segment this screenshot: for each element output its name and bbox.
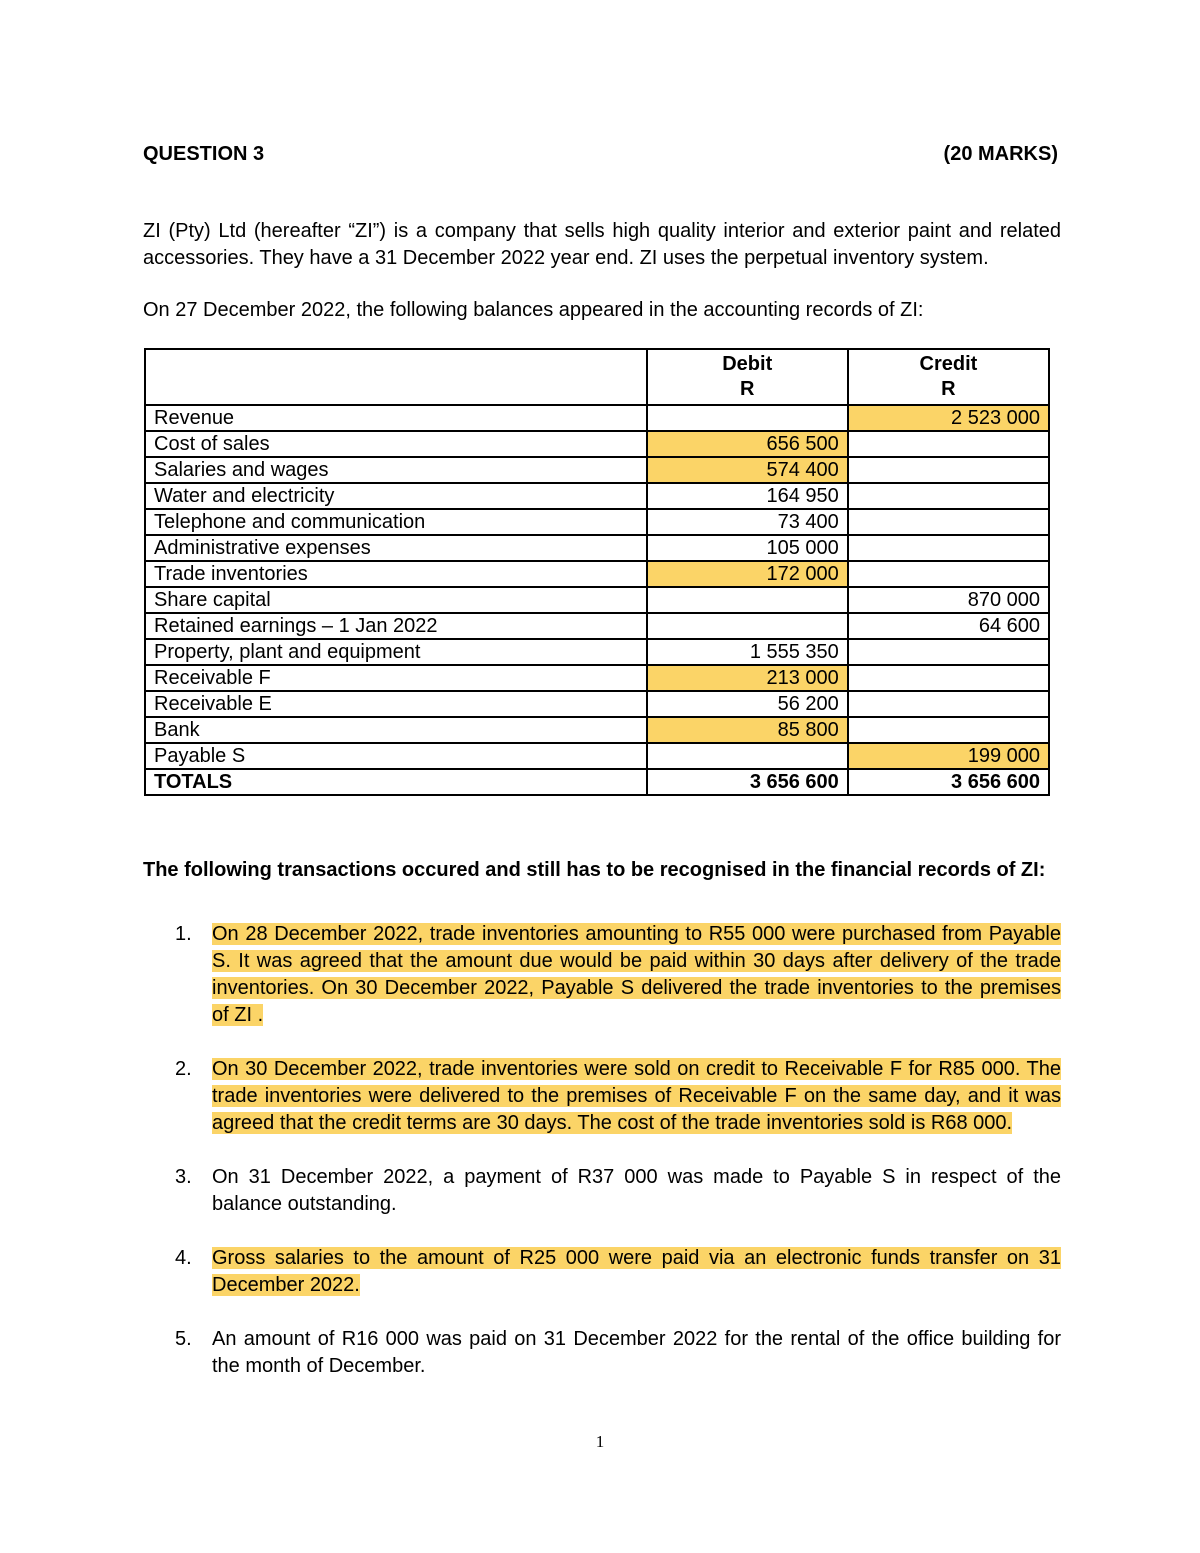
credit-cell — [848, 431, 1049, 457]
question-title: QUESTION 3 — [143, 143, 265, 165]
table-row — [145, 431, 1049, 457]
account-name: Property, plant and equipment — [145, 639, 647, 665]
table-row — [145, 535, 1049, 561]
debit-cell: 1 555 350 — [647, 639, 848, 665]
list-item — [143, 1056, 1061, 1137]
account-name: Bank — [145, 717, 647, 743]
debit-cell: 172 000 — [647, 561, 848, 587]
credit-cell: 64 600 — [848, 613, 1049, 639]
transactions-list — [143, 921, 1061, 1407]
debit-cell: 56 200 — [647, 691, 848, 717]
account-name: Trade inventories — [145, 561, 647, 587]
account-name: Share capital — [145, 587, 647, 613]
totals-debit: 3 656 600 — [647, 769, 848, 795]
debit-cell — [647, 613, 848, 639]
account-name: Payable S — [145, 743, 647, 769]
debit-cell: 85 800 — [647, 717, 848, 743]
credit-cell — [848, 483, 1049, 509]
credit-cell: 199 000 — [848, 743, 1049, 769]
credit-cell — [848, 457, 1049, 483]
question-heading — [143, 143, 1058, 166]
item-number: 3. — [175, 1166, 192, 1188]
list-item — [143, 1326, 1061, 1380]
list-item — [143, 921, 1061, 1029]
account-name: Receivable F — [145, 665, 647, 691]
credit-cell: 870 000 — [848, 587, 1049, 613]
account-name: Water and electricity — [145, 483, 647, 509]
account-name: Administrative expenses — [145, 535, 647, 561]
credit-cell — [848, 509, 1049, 535]
table-row — [145, 665, 1049, 691]
totals-row — [145, 769, 1049, 795]
debit-cell: 213 000 — [647, 665, 848, 691]
credit-cell — [848, 639, 1049, 665]
table-row — [145, 587, 1049, 613]
credit-cell — [848, 717, 1049, 743]
table-header-row — [145, 349, 1049, 405]
debit-cell — [647, 743, 848, 769]
credit-header-label: Credit — [919, 353, 978, 375]
debit-currency: R — [740, 378, 755, 400]
credit-cell — [848, 665, 1049, 691]
question-marks: (20 MARKS) — [943, 143, 1058, 165]
credit-header — [848, 349, 1049, 405]
credit-cell — [848, 535, 1049, 561]
transactions-intro: The following transactions occured and still has to be recognised in the financial records of ZI: — [143, 859, 1046, 881]
table-row — [145, 691, 1049, 717]
account-name: Salaries and wages — [145, 457, 647, 483]
debit-header-label: Debit — [722, 353, 773, 375]
debit-cell: 574 400 — [647, 457, 848, 483]
table-row — [145, 717, 1049, 743]
item-text: Gross salaries to the amount of R25 000 were paid via an electronic funds transfer on 31 December 2022. — [212, 1247, 1061, 1296]
table-row — [145, 743, 1049, 769]
item-text: On 31 December 2022, a payment of R37 000 was made to Payable S in respect of the balance outstanding. — [212, 1166, 1061, 1215]
intro-paragraph: ZI (Pty) Ltd (hereafter “ZI”) is a company that sells high quality interior and exterior paint and related accessories. They have a 31 December 2022 year end. ZI uses the perpetual inventory system. — [143, 220, 1061, 269]
item-text: On 28 December 2022, trade inventories amounting to R55 000 were purchased from Payable S. It was agreed that the amount due would be paid within 30 days after delivery of the trade inventories. On 30 December 2022, Payable S delivered the trade inventories to the premises of ZI . — [212, 923, 1061, 1026]
debit-cell — [647, 587, 848, 613]
debit-cell: 105 000 — [647, 535, 848, 561]
debit-cell: 73 400 — [647, 509, 848, 535]
debit-header — [647, 349, 848, 405]
credit-cell: 2 523 000 — [848, 405, 1049, 431]
item-number: 2. — [175, 1058, 192, 1080]
table-row — [145, 561, 1049, 587]
account-name: Revenue — [145, 405, 647, 431]
trial-balance-table — [144, 348, 1050, 796]
item-number: 4. — [175, 1247, 192, 1269]
debit-cell — [647, 405, 848, 431]
account-name: Retained earnings – 1 Jan 2022 — [145, 613, 647, 639]
table-row — [145, 483, 1049, 509]
table-row — [145, 613, 1049, 639]
account-name: Telephone and communication — [145, 509, 647, 535]
credit-cell — [848, 561, 1049, 587]
header-blank-cell — [145, 349, 647, 405]
table-row — [145, 509, 1049, 535]
item-number: 5. — [175, 1328, 192, 1350]
table-row — [145, 405, 1049, 431]
totals-label: TOTALS — [145, 769, 647, 795]
totals-credit: 3 656 600 — [848, 769, 1049, 795]
credit-currency: R — [941, 378, 956, 400]
credit-cell — [848, 691, 1049, 717]
list-item — [143, 1245, 1061, 1299]
table-row — [145, 639, 1049, 665]
item-number: 1. — [175, 923, 192, 945]
item-text: On 30 December 2022, trade inventories were sold on credit to Receivable F for R85 000. The trade inventories were delivered to the premises of Receivable F on the same day, and it was agreed that the credit terms are 30 days. The cost of the trade inventories sold is R68 000. — [212, 1058, 1061, 1134]
list-item — [143, 1164, 1061, 1218]
debit-cell: 656 500 — [647, 431, 848, 457]
balances-intro: On 27 December 2022, the following balances appeared in the accounting records of ZI: — [143, 299, 924, 321]
account-name: Cost of sales — [145, 431, 647, 457]
debit-cell: 164 950 — [647, 483, 848, 509]
account-name: Receivable E — [145, 691, 647, 717]
item-text: An amount of R16 000 was paid on 31 December 2022 for the rental of the office building for the month of December. — [212, 1328, 1061, 1377]
table-row — [145, 457, 1049, 483]
page-number: 1 — [595, 1432, 605, 1451]
